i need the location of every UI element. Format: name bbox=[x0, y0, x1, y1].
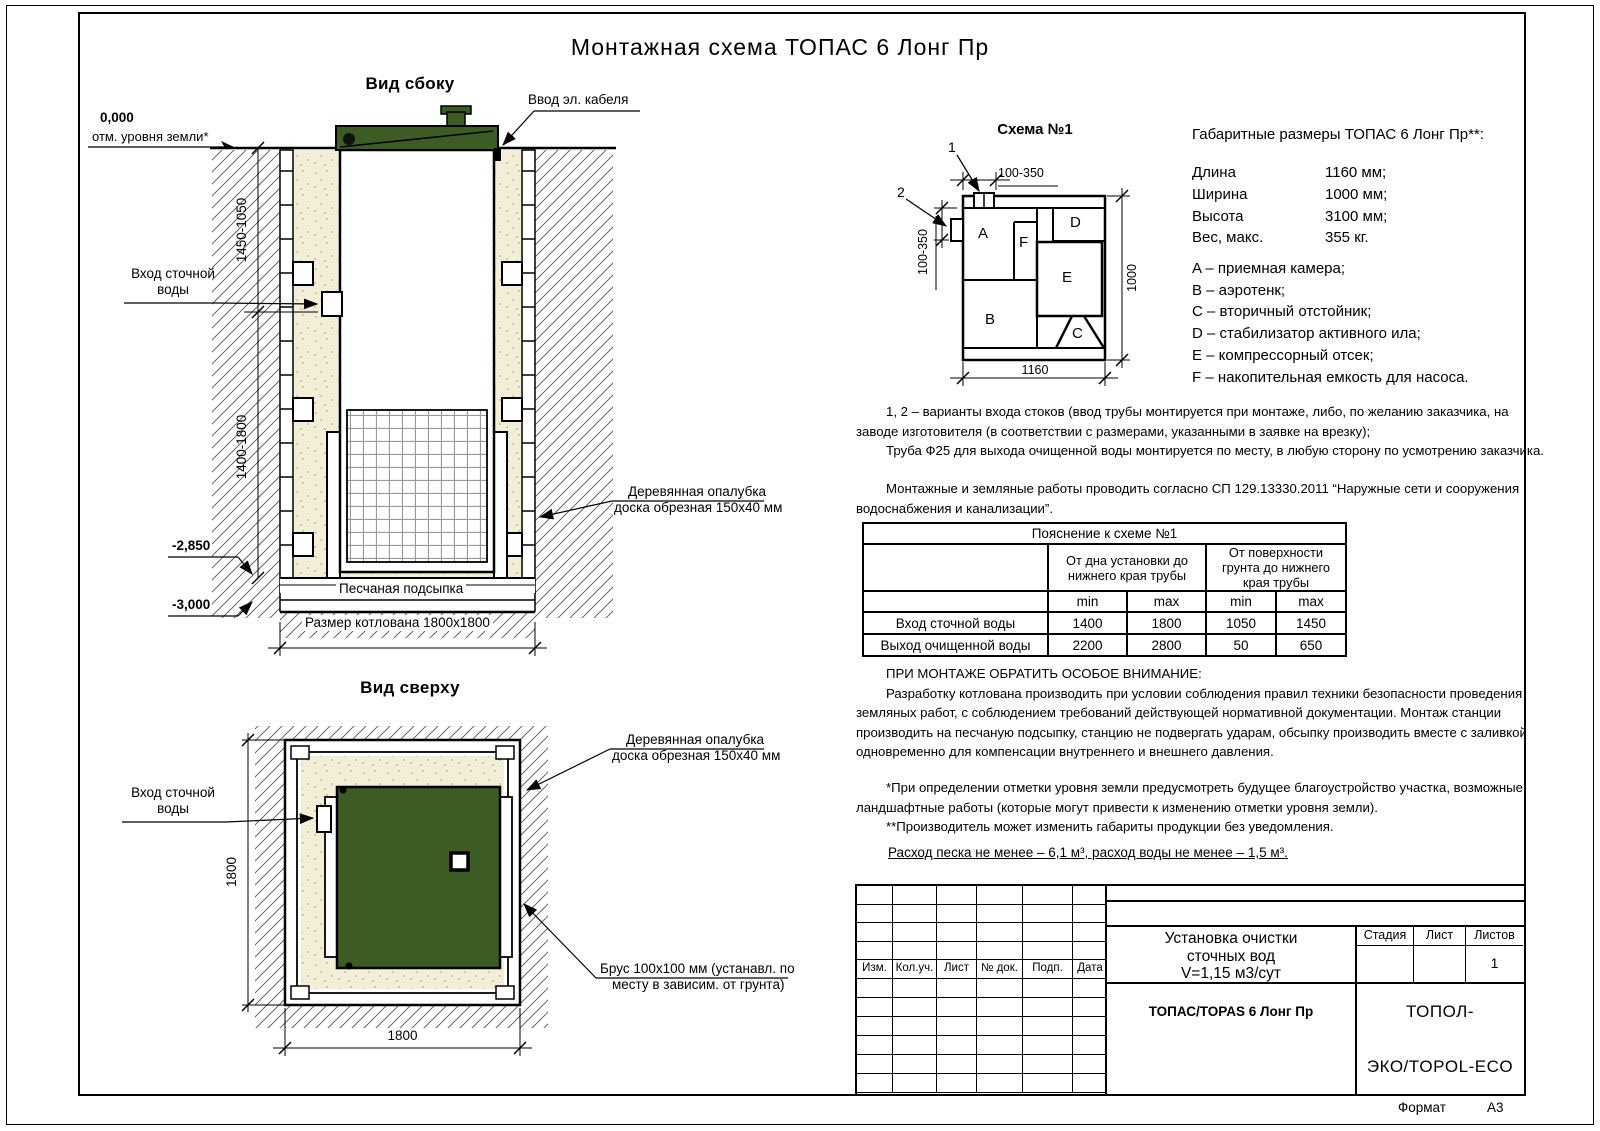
stage-header bbox=[1357, 927, 1523, 946]
schema-title: Схема №1 bbox=[997, 121, 1073, 138]
spec-row bbox=[1192, 227, 1387, 249]
spec-value: 1160 мм; bbox=[1325, 164, 1387, 181]
schema-callout-1: 1 bbox=[948, 139, 956, 155]
pit-size-label: Размер котлована 1800х1800 bbox=[302, 615, 493, 631]
spec-label: Длина bbox=[1192, 164, 1236, 181]
compartment-e: E bbox=[1062, 269, 1073, 286]
stamp-right bbox=[1107, 886, 1524, 1094]
revision-cell bbox=[1023, 1036, 1073, 1055]
ground-level-label: отм. уровня земли* bbox=[92, 129, 209, 144]
stage-label: Стадия bbox=[1357, 927, 1414, 945]
beam-label bbox=[600, 961, 795, 993]
footnote-1: *При определении отметки уровня земли предусмотреть будущее благоустройство участка, возможные ландшафтные работы (которые могут привести к изменению отметки уровня земли). bbox=[856, 780, 1523, 815]
revision-cell bbox=[977, 1074, 1023, 1093]
revision-cell bbox=[937, 886, 977, 905]
sheet-label: Лист bbox=[1414, 927, 1466, 945]
table-cell: 1400 bbox=[1048, 612, 1127, 634]
title-block bbox=[855, 884, 1526, 1096]
revision-cell bbox=[1073, 979, 1107, 998]
spec-value: 1000 мм; bbox=[1325, 185, 1388, 203]
dim-topview-left: 1800 bbox=[224, 856, 239, 888]
revision-cell bbox=[857, 1055, 893, 1074]
stage-grid bbox=[1357, 927, 1523, 982]
revision-cell bbox=[1073, 1036, 1107, 1055]
revision-cell bbox=[857, 979, 893, 998]
elevation-3000: -3,000 bbox=[172, 597, 211, 612]
spec-label: Высота bbox=[1192, 207, 1244, 225]
revision-col-header: Дата bbox=[1073, 960, 1107, 979]
schema-dim-bottom: 1160 bbox=[1021, 363, 1049, 377]
footnotes-block bbox=[856, 778, 1556, 837]
table-header-max: max bbox=[1127, 591, 1206, 612]
table-row bbox=[863, 544, 1346, 591]
table-header-min: min bbox=[1206, 591, 1276, 612]
revision-cell bbox=[893, 1055, 937, 1074]
revision-cell bbox=[857, 1036, 893, 1055]
compartment-d: D bbox=[1070, 214, 1081, 231]
revision-cell bbox=[937, 923, 977, 942]
compartment-f: F bbox=[1019, 234, 1029, 251]
revision-cell bbox=[893, 942, 937, 961]
schema-drawing bbox=[906, 155, 1130, 386]
consumption-note: Расход песка не менее – 6,1 м³, расход воды не менее – 1,5 м³. bbox=[888, 845, 1288, 860]
spec-row bbox=[1192, 184, 1387, 206]
sheet-value bbox=[1414, 946, 1466, 982]
revision-cell bbox=[937, 998, 977, 1017]
table-cell: 50 bbox=[1206, 634, 1276, 656]
revision-col-header: Кол.уч. bbox=[893, 960, 937, 979]
revision-cell bbox=[1073, 998, 1107, 1017]
revision-table bbox=[857, 886, 1107, 1094]
revision-cell bbox=[937, 905, 977, 924]
revision-cell bbox=[937, 942, 977, 961]
dim-topview-bottom: 1800 bbox=[387, 1028, 418, 1043]
schema-dim-right: 1000 bbox=[1125, 264, 1139, 292]
revision-cell bbox=[977, 886, 1023, 905]
stamp-row-blank2 bbox=[1107, 902, 1524, 927]
table-cell: 1800 bbox=[1127, 612, 1206, 634]
table-row bbox=[863, 612, 1346, 634]
legend-item: D – стабилизатор активного ила; bbox=[1192, 325, 1421, 343]
revision-cell bbox=[893, 886, 937, 905]
top-view-title: Вид сверху bbox=[360, 678, 460, 697]
schema-dim-top: 100-350 bbox=[998, 166, 1044, 180]
revision-col-header: № док. bbox=[977, 960, 1023, 979]
stage-values bbox=[1357, 946, 1523, 982]
inlet-label-line2: воды bbox=[157, 801, 189, 816]
beam-line2: месту в зависим. от грунта) bbox=[612, 977, 785, 992]
formwork-line1: Деревянная опалубка bbox=[626, 732, 765, 747]
table-header-max: max bbox=[1276, 591, 1346, 612]
spec-row bbox=[1192, 206, 1387, 228]
revision-cell bbox=[977, 1036, 1023, 1055]
notes-works bbox=[856, 479, 1550, 518]
schema-callout-2: 2 bbox=[897, 184, 905, 200]
formwork-line2: доска обрезная 150х40 мм bbox=[612, 748, 781, 763]
specs-rows bbox=[1192, 162, 1387, 249]
revision-cell bbox=[937, 1017, 977, 1036]
legend-item: C – вторичный отстойник; bbox=[1192, 303, 1372, 321]
revision-cell bbox=[857, 1074, 893, 1093]
inlet-label-line1: Вход сточной bbox=[131, 785, 215, 800]
spec-value: 3100 мм; bbox=[1325, 207, 1388, 225]
note-pipe-text: Труба Ф25 для выхода очищенной воды монтируется по месту, в любую сторону по усмотрению заказчика. bbox=[886, 443, 1544, 458]
revision-cell bbox=[1073, 886, 1107, 905]
legend-item: A – приемная камера; bbox=[1192, 260, 1346, 277]
spec-label: Ширина bbox=[1192, 185, 1248, 203]
format-label: Формат bbox=[1398, 1100, 1446, 1115]
inlet-label-line1: Вход сточной bbox=[131, 266, 215, 281]
table-header-min: min bbox=[1048, 591, 1127, 612]
formwork-line2: доска обрезная 150х40 мм bbox=[614, 500, 783, 515]
table-group1: От дна установки до нижнего края трубы bbox=[1048, 544, 1206, 591]
revision-cell bbox=[893, 923, 937, 942]
revision-cell bbox=[857, 942, 893, 961]
product-name: ТОПАС/TOPAS 6 Лонг Пр bbox=[1107, 984, 1357, 1094]
specs-title: Габаритные размеры ТОПАС 6 Лонг Пр**: bbox=[1192, 126, 1484, 143]
revision-cell bbox=[893, 979, 937, 998]
revision-cell bbox=[857, 905, 893, 924]
dim-upper-depth: 1450-1050 bbox=[234, 197, 249, 263]
footnote-2: **Производитель может изменить габариты продукции без уведомления. bbox=[886, 819, 1334, 834]
notes-variants bbox=[856, 402, 1550, 461]
revision-col-header: Изм. bbox=[857, 960, 893, 979]
revision-cell bbox=[937, 1055, 977, 1074]
revision-cell bbox=[893, 1017, 937, 1036]
legend-item: B – аэротенк; bbox=[1192, 281, 1286, 299]
legend-item: F – накопительная емкость для насоса. bbox=[1192, 368, 1469, 386]
revision-cell bbox=[893, 1036, 937, 1055]
revision-col-header: Подп. bbox=[1023, 960, 1073, 979]
spec-value: 355 кг. bbox=[1325, 229, 1369, 247]
stage-value bbox=[1357, 946, 1414, 982]
spec-row bbox=[1192, 162, 1387, 184]
revision-cell bbox=[937, 1036, 977, 1055]
revision-cell bbox=[977, 1017, 1023, 1036]
zero-elevation-mark: 0,000 bbox=[100, 110, 134, 125]
table-title: Пояснение к схеме №1 bbox=[863, 523, 1346, 544]
formwork-label-side bbox=[614, 484, 782, 516]
table-row bbox=[863, 591, 1346, 612]
revision-cell bbox=[857, 998, 893, 1017]
table-cell bbox=[863, 591, 1048, 612]
table-cell: 650 bbox=[1276, 634, 1346, 656]
revision-cell bbox=[857, 1017, 893, 1036]
revision-cell bbox=[1023, 942, 1073, 961]
compartment-legend bbox=[1192, 258, 1469, 388]
compartment-a: A bbox=[978, 225, 989, 242]
attention-body: Разработку котлована производить при условии соблюдения правил техники безопасности проведения земляных работ, с соблюдением требований действующей нормативной документации. Монтаж станции производить на песчаную подсыпку, станцию не подвергать ударам, обсыпку производить вместе с заливкой одновременно для компенсации внутреннего и внешнего давления. bbox=[856, 685, 1527, 759]
revision-cell bbox=[857, 886, 893, 905]
revision-cell bbox=[1023, 905, 1073, 924]
row-label: Выход очищенной воды bbox=[863, 634, 1048, 656]
formwork-label-top bbox=[612, 732, 780, 764]
revision-cell bbox=[893, 1074, 937, 1093]
dim-lower-depth: 1400-1800 bbox=[234, 414, 249, 480]
note-variants-text: 1, 2 – варианты входа стоков (ввод трубы монтируется при монтаже, либо, по желанию заказчика, на заводе изготовителя (в соответствии с размерами, указанными в заявке на врезку); bbox=[856, 404, 1509, 439]
company-name: ТОПОЛ-ЭКО/TOPOL-ECO bbox=[1366, 1002, 1514, 1076]
revision-cell bbox=[1023, 923, 1073, 942]
revision-cell bbox=[937, 979, 977, 998]
table-cell: 2200 bbox=[1048, 634, 1127, 656]
revision-cell bbox=[977, 998, 1023, 1017]
revision-cell bbox=[1073, 1074, 1107, 1093]
revision-cell bbox=[1023, 998, 1073, 1017]
sand-bedding-label: Песчаная подсыпка bbox=[336, 581, 466, 597]
revision-cell bbox=[1073, 923, 1107, 942]
revision-cell bbox=[1073, 1017, 1107, 1036]
formwork-line1: Деревянная опалубка bbox=[628, 484, 767, 499]
doc-name-line1: Установка очистки bbox=[1164, 930, 1298, 947]
document-name-cell bbox=[1107, 927, 1357, 982]
revision-cell bbox=[1023, 886, 1073, 905]
attention-title: ПРИ МОНТАЖЕ ОБРАТИТЬ ОСОБОЕ ВНИМАНИЕ: bbox=[886, 666, 1202, 681]
legend-item: E – компрессорный отсек; bbox=[1192, 346, 1374, 364]
revision-cell bbox=[937, 1074, 977, 1093]
sheets-label: Листов bbox=[1474, 928, 1515, 942]
table-row bbox=[863, 634, 1346, 656]
top-view-drawing bbox=[122, 726, 788, 1056]
stamp-row-blank1 bbox=[1107, 886, 1524, 902]
beam-line1: Брус 100х100 мм (устанавл. по bbox=[600, 961, 795, 976]
table-group2: От поверхности грунта до нижнего края трубы bbox=[1206, 544, 1346, 591]
revision-cell bbox=[1073, 942, 1107, 961]
spec-label: Вес, макс. bbox=[1192, 229, 1264, 247]
page-title: Монтажная схема ТОПАС 6 Лонг Пр bbox=[570, 34, 990, 60]
revision-col-header: Лист bbox=[937, 960, 977, 979]
doc-name-line3: V=1,15 м3/сут bbox=[1180, 965, 1282, 982]
elevation-2850: -2,850 bbox=[172, 538, 211, 553]
revision-cell bbox=[977, 923, 1023, 942]
revision-cell bbox=[977, 979, 1023, 998]
table-cell: 2800 bbox=[1127, 634, 1206, 656]
explanation-table bbox=[862, 522, 1347, 657]
table-cell bbox=[863, 544, 1048, 591]
compartment-c: C bbox=[1072, 325, 1083, 342]
format-value: А3 bbox=[1487, 1100, 1504, 1115]
table-cell: 1450 bbox=[1276, 612, 1346, 634]
revision-cell bbox=[977, 905, 1023, 924]
revision-cell bbox=[1023, 1017, 1073, 1036]
revision-cell bbox=[893, 998, 937, 1017]
revision-cell bbox=[1023, 1055, 1073, 1074]
stamp-row-bottom bbox=[1107, 984, 1524, 1094]
note-works-text: Монтажные и земляные работы проводить согласно СП 129.13330.2011 “Наружные сети и сооружения водоснабжения и канализации”. bbox=[856, 481, 1520, 516]
revision-cell bbox=[977, 942, 1023, 961]
table-cell: 1050 bbox=[1206, 612, 1276, 634]
revision-cell bbox=[857, 923, 893, 942]
side-view-drawing bbox=[88, 106, 764, 656]
revision-cell bbox=[1073, 1055, 1107, 1074]
table-row bbox=[863, 523, 1346, 544]
inlet-label-top bbox=[118, 785, 228, 817]
inlet-label-side bbox=[118, 266, 228, 298]
cable-entry-label: Ввод эл. кабеля bbox=[528, 92, 629, 107]
revision-cell bbox=[1023, 979, 1073, 998]
revision-cell bbox=[1023, 1074, 1073, 1093]
schema-dim-left: 100-350 bbox=[916, 229, 930, 275]
revision-cell bbox=[893, 905, 937, 924]
compartment-b: B bbox=[985, 311, 996, 328]
attention-block bbox=[856, 664, 1552, 762]
sheets-value: 1 bbox=[1490, 955, 1499, 971]
inlet-label-line2: воды bbox=[157, 282, 189, 297]
row-label: Вход сточной воды bbox=[863, 612, 1048, 634]
revision-cell bbox=[1073, 905, 1107, 924]
stamp-row-name bbox=[1107, 927, 1524, 984]
side-view-title: Вид сбоку bbox=[365, 74, 455, 93]
revision-cell bbox=[977, 1055, 1023, 1074]
doc-name-line2: сточных вод bbox=[1186, 947, 1276, 965]
